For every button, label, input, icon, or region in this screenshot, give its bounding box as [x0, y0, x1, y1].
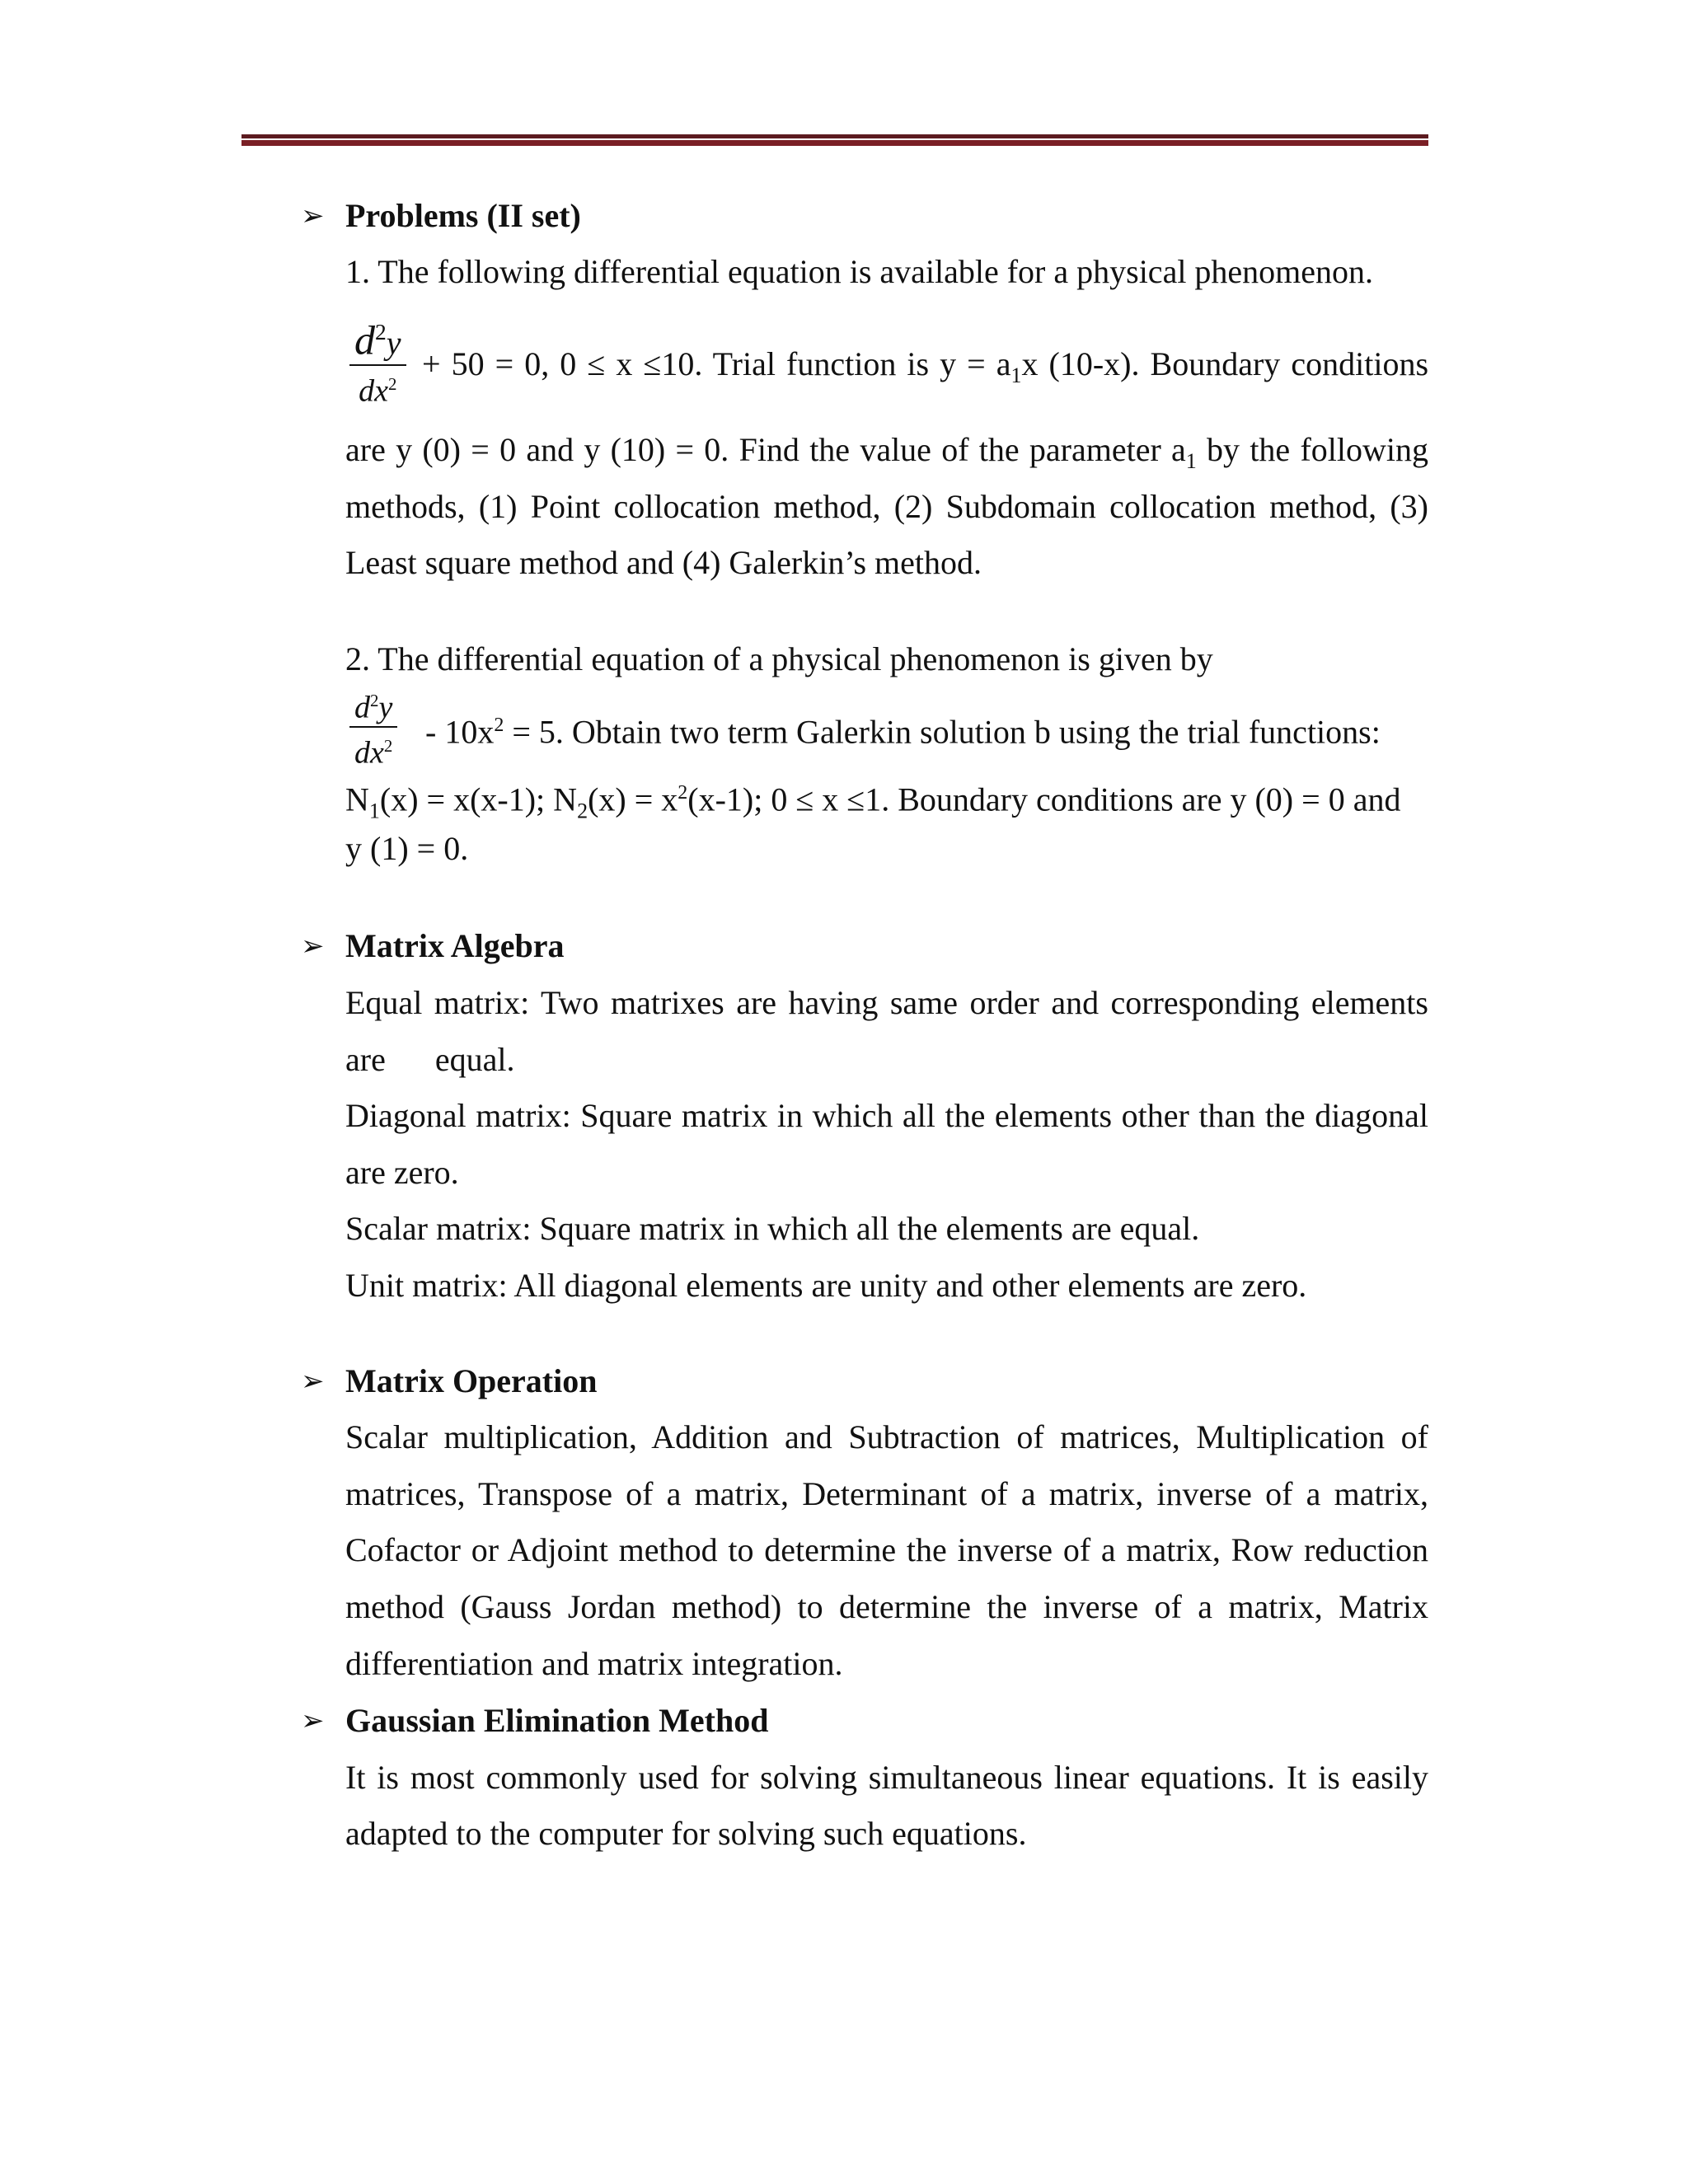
problem-2-line-3: y (1) = 0.: [345, 830, 469, 867]
matrix-operation-line-3: Cofactor or Adjoint method to determine the inverse of a matrix, Row reduction: [345, 1531, 1428, 1568]
problem-2-equation-line: - $10x^2 = 5$. Obtain two term Galerkin solution b using the trial functions:: [425, 713, 1381, 751]
matrix-operation-line-4: method (Gauss Jordan method) to determine the inverse of a matrix, Matrix: [345, 1588, 1428, 1625]
problem-1-intro: 1. The following differential equation is available for a physical phenomenon.: [345, 253, 1374, 290]
problem-2-fraction: $d^2y$ $dx^2$: [349, 682, 397, 771]
arrow-bullet-icon: ➢: [301, 201, 325, 232]
matrix-operation-line-1: Scalar multiplication, Addition and Subtraction of matrices, Multiplication of: [345, 1418, 1428, 1455]
section-heading-gaussian: ➢ Gaussian Elimination Method: [301, 1701, 768, 1741]
section-heading-problems: ➢ Problems (II set): [301, 196, 581, 237]
arrow-bullet-icon: ➢: [301, 1366, 325, 1397]
section-heading-matrix-algebra: ➢ Matrix Algebra: [301, 926, 565, 967]
header-rule-bottom: [241, 140, 1428, 146]
matrix-algebra-line-1: Equal matrix: Two matrixes are having same order and corresponding elements: [345, 984, 1428, 1021]
matrix-algebra-line-5: Scalar matrix: Square matrix in which all the elements are equal.: [345, 1210, 1200, 1247]
matrix-operation-line-2: matrices, Transpose of a matrix, Determinant of a matrix, inverse of a matrix,: [345, 1475, 1428, 1512]
problem-2-intro: 2. The differential equation of a physical phenomenon is given by: [345, 640, 1213, 677]
matrix-algebra-line-3: Diagonal matrix: Square matrix in which all the elements other than the diagonal: [345, 1097, 1428, 1134]
matrix-algebra-line-4: are zero.: [345, 1154, 459, 1191]
gaussian-line-1: It is most commonly used for solving simultaneous linear equations. It is easily: [345, 1759, 1428, 1796]
problem-1-fraction: $d^2y$ $dx^2$: [349, 312, 406, 409]
problem-1-line-2: are y (0) = 0 and y (10) = 0. Find the value of the parameter $a_1$ by the following: [345, 431, 1428, 473]
problem-2-line-2: $N_1(x) = x(x-1)$; $N_2(x) = x^2(x-1)$; 0 ≤ x ≤1. Boundary conditions are y (0) = 0 and: [345, 780, 1401, 823]
gaussian-line-2: adapted to the computer for solving such equations.: [345, 1815, 1027, 1852]
matrix-operation-line-5: differentiation and matrix integration.: [345, 1645, 843, 1682]
matrix-algebra-line-6: Unit matrix: All diagonal elements are unity and other elements are zero.: [345, 1267, 1307, 1304]
section-heading-matrix-operation: ➢ Matrix Operation: [301, 1361, 598, 1402]
problem-1-line-4: Least square method and (4) Galerkin’s method.: [345, 544, 982, 581]
matrix-algebra-line-2: are equal.: [345, 1041, 515, 1078]
header-rule-top: [241, 134, 1428, 138]
arrow-bullet-icon: ➢: [301, 931, 325, 962]
problem-1-equation-line: + 50 = 0, 0 ≤ x ≤10. Trial function is $y = a_1x$ (10-x). Boundary conditions: [422, 345, 1429, 387]
arrow-bullet-icon: ➢: [301, 1706, 325, 1736]
problem-1-line-3: methods, (1) Point collocation method, (2) Subdomain collocation method, (3): [345, 488, 1428, 525]
